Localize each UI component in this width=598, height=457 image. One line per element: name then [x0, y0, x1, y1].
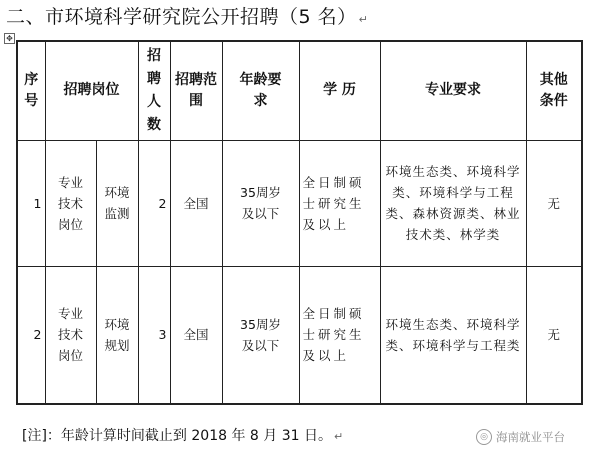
- recruitment-table: [16, 40, 583, 405]
- cell-major: 环境生态类、环境科学类、环境科学与工程类: [380, 266, 526, 404]
- cell-education: 全日制硕士研究生及以上: [299, 140, 380, 266]
- cell-post-type: 专业技术岗位: [45, 266, 96, 404]
- cell-other: 无: [526, 140, 582, 266]
- header-other: 其他条件: [526, 41, 582, 140]
- header-education: 学 历: [299, 41, 380, 140]
- cell-seq: 2: [17, 266, 45, 404]
- cell-post-name: 环境规划: [96, 266, 138, 404]
- cell-scope: 全国: [170, 140, 222, 266]
- cell-count: 3: [138, 266, 170, 404]
- cell-post-name: 环境监测: [96, 140, 138, 266]
- paragraph-mark: ↵: [358, 13, 369, 26]
- header-major: 专业要求: [380, 41, 526, 140]
- chat-bubble-icon: ◎: [476, 429, 492, 445]
- cell-seq: 1: [17, 140, 45, 266]
- footnote: [22, 425, 343, 445]
- watermark-text: 海南就业平台: [496, 430, 565, 444]
- header-count: 招聘人数: [138, 41, 170, 140]
- heading-text: 二、市环境科学研究院公开招聘（5 名）: [6, 6, 357, 28]
- table-header-row: [17, 41, 582, 140]
- watermark: [476, 429, 565, 445]
- section-heading: [6, 4, 368, 33]
- header-scope: 招聘范围: [170, 41, 222, 140]
- footnote-text: [注]：年龄计算时间截止到 2018 年 8 月 31 日。: [22, 428, 332, 444]
- cell-age: 35周岁及以下: [222, 266, 299, 404]
- cell-scope: 全国: [170, 266, 222, 404]
- cell-other: 无: [526, 266, 582, 404]
- paragraph-mark: ↵: [333, 430, 344, 443]
- cell-post-type: 专业技术岗位: [45, 140, 96, 266]
- cell-education: 全日制硕士研究生及以上: [299, 266, 380, 404]
- table-row: [17, 266, 582, 404]
- table-row: [17, 140, 582, 266]
- cell-count: 2: [138, 140, 170, 266]
- header-age: 年龄要求: [222, 41, 299, 140]
- cell-major: 环境生态类、环境科学类、环境科学与工程类、森林资源类、林业技术类、林学类: [380, 140, 526, 266]
- cell-age: 35周岁及以下: [222, 140, 299, 266]
- header-seq: 序号: [17, 41, 45, 140]
- table-move-handle-icon[interactable]: ✥: [4, 33, 15, 44]
- header-post: 招聘岗位: [45, 41, 138, 140]
